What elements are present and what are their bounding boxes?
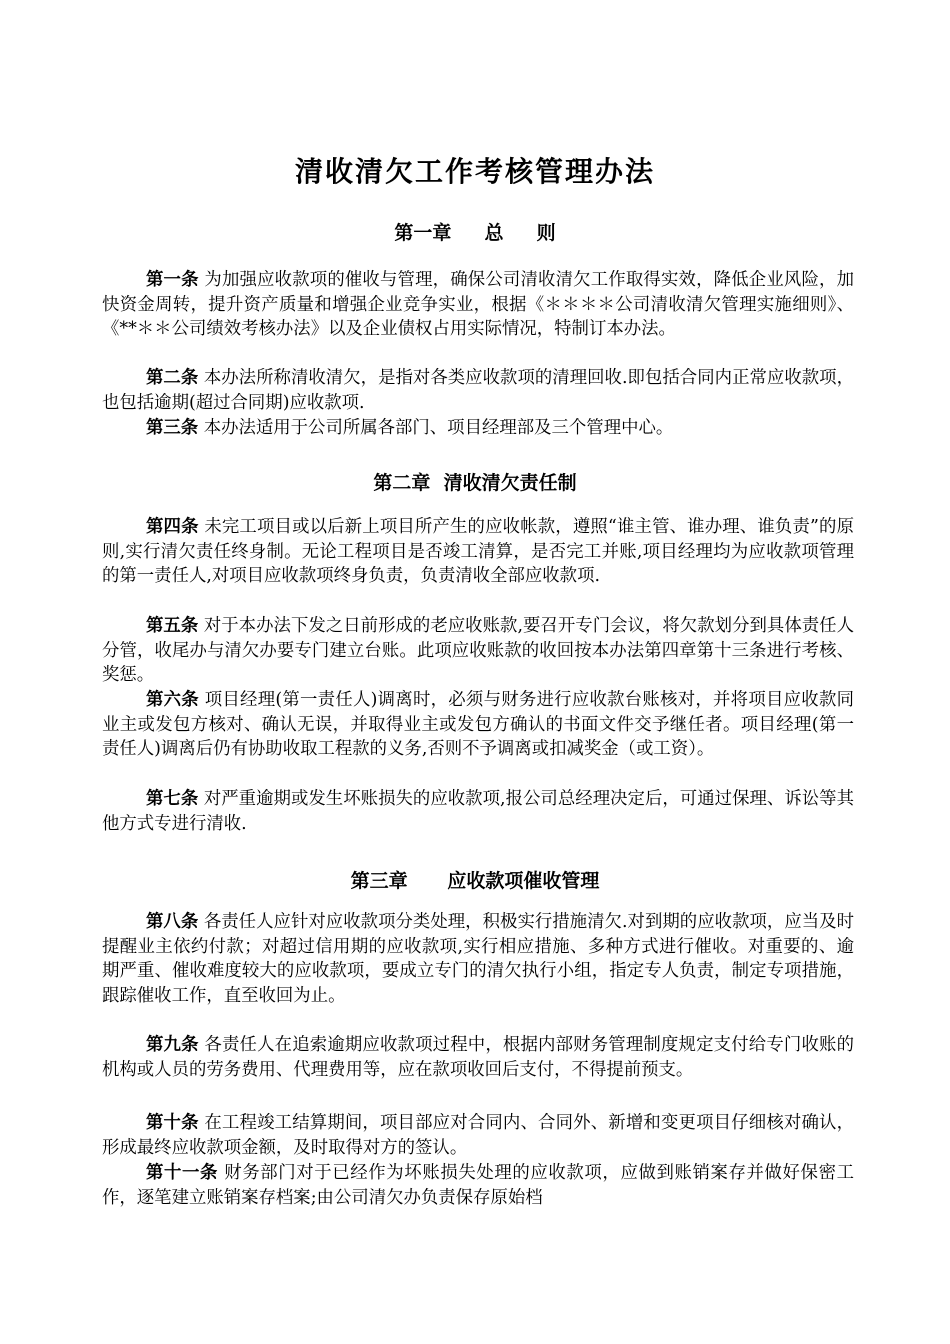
article-text: 本办法所称清收清欠，是指对各类应收款项的清理回收.即包括合同内正常应收款项，也包括逾期(超过合同期)应收款项. bbox=[102, 368, 854, 413]
article-paragraph bbox=[102, 787, 854, 836]
article-label: 第八条 bbox=[146, 912, 199, 932]
article-paragraph bbox=[102, 515, 854, 589]
article-label: 第一条 bbox=[146, 270, 199, 290]
article-paragraph bbox=[102, 1161, 854, 1210]
article-paragraph bbox=[102, 1033, 854, 1082]
article-label: 第三条 bbox=[146, 418, 199, 438]
article-paragraph bbox=[102, 688, 854, 762]
article-paragraph bbox=[102, 416, 854, 441]
article-paragraph bbox=[102, 1111, 854, 1160]
article-text: 对严重逾期或发生坏账损失的应收款项,报公司总经理决定后，可通过保理、诉讼等其他方式专进行清收. bbox=[102, 789, 854, 834]
article-paragraph bbox=[102, 910, 854, 1008]
article-text: 对于本办法下发之日前形成的老应收账款,要召开专门会议，将欠款划分到具体责任人分管，收尾办与清欠办要专门建立台账。此项应收账款的收回按本办法第四章第十三条进行考核、奖惩。 bbox=[102, 616, 854, 685]
article-text: 财务部门对于已经作为坏账损失处理的应收款项，应做到账销案存并做好保密工作，逐笔建立账销案存档案;由公司清欠办负责保存原始档 bbox=[102, 1163, 854, 1208]
article-label: 第九条 bbox=[146, 1035, 199, 1055]
article-label: 第二条 bbox=[146, 368, 199, 388]
document-title: 清收清欠工作考核管理办法 bbox=[294, 155, 655, 188]
article-label: 第十条 bbox=[146, 1113, 199, 1133]
article-paragraph bbox=[102, 366, 854, 415]
article-text: 各责任人应针对应收款项分类处理，积极实行措施清欠.对到期的应收款项，应当及时提醒业主依约付款；对超过信用期的应收款项,实行相应措施、多种方式进行催收。对重要的、逾期严重、催收难度较大的应收款项，要成立专门的清欠执行小组，指定专人负责，制定专项措施，跟踪催收工作，直至收回为止。 bbox=[102, 912, 854, 1006]
article-label: 第十一条 bbox=[146, 1163, 219, 1183]
article-label: 第四条 bbox=[146, 517, 199, 537]
chapter-heading: 第二章 清收清欠责任制 bbox=[373, 472, 577, 494]
article-text: 本办法适用于公司所属各部门、项目经理部及三个管理中心。 bbox=[198, 418, 674, 438]
article-paragraph bbox=[102, 268, 854, 342]
article-text: 在工程竣工结算期间，项目部应对合同内、合同外、新增和变更项目仔细核对确认，形成最终应收款项金额，及时取得对方的签认。 bbox=[102, 1113, 854, 1158]
article-text: 为加强应收款项的催收与管理，确保公司清收清欠工作取得实效，降低企业风险，加快资金周转，提升资产质量和增强企业竞争实业，根据《＊＊＊＊公司清收清欠管理实施细则》、《**＊＊公司绩效考核办法》以及企业债权占用实际情况，特制订本办法。 bbox=[102, 270, 854, 339]
article-text: 各责任人在追索逾期应收款项过程中，根据内部财务管理制度规定支付给专门收账的机构或人员的劳务费用、代理费用等，应在款项收回后支付，不得提前预支。 bbox=[102, 1035, 854, 1080]
chapter-heading: 第三章 应收款项催收管理 bbox=[350, 870, 600, 892]
article-paragraph bbox=[102, 614, 854, 688]
chapter-heading: 第一章 总 则 bbox=[394, 222, 556, 244]
article-text: 项目经理(第一责任人)调离时，必须与财务进行应收款台账核对，并将项目应收款同业主或发包方核对、确认无误，并取得业主或发包方确认的书面文件交予继任者。项目经理(第一责任人)调离后仍有协助收取工程款的义务,否则不予调离或扣减奖金（或工资）。 bbox=[102, 690, 854, 759]
article-label: 第六条 bbox=[146, 690, 199, 710]
article-label: 第五条 bbox=[146, 616, 199, 636]
article-text: 未完工项目或以后新上项目所产生的应收帐款，遵照“谁主管、谁办理、谁负责”的原则,实行清欠责任终身制。无论工程项目是否竣工清算，是否完工并账,项目经理均为应收款项管理的第一责任人,对项目应收款项终身负责，负责清收全部应收款项. bbox=[102, 517, 854, 586]
article-label: 第七条 bbox=[146, 789, 199, 809]
